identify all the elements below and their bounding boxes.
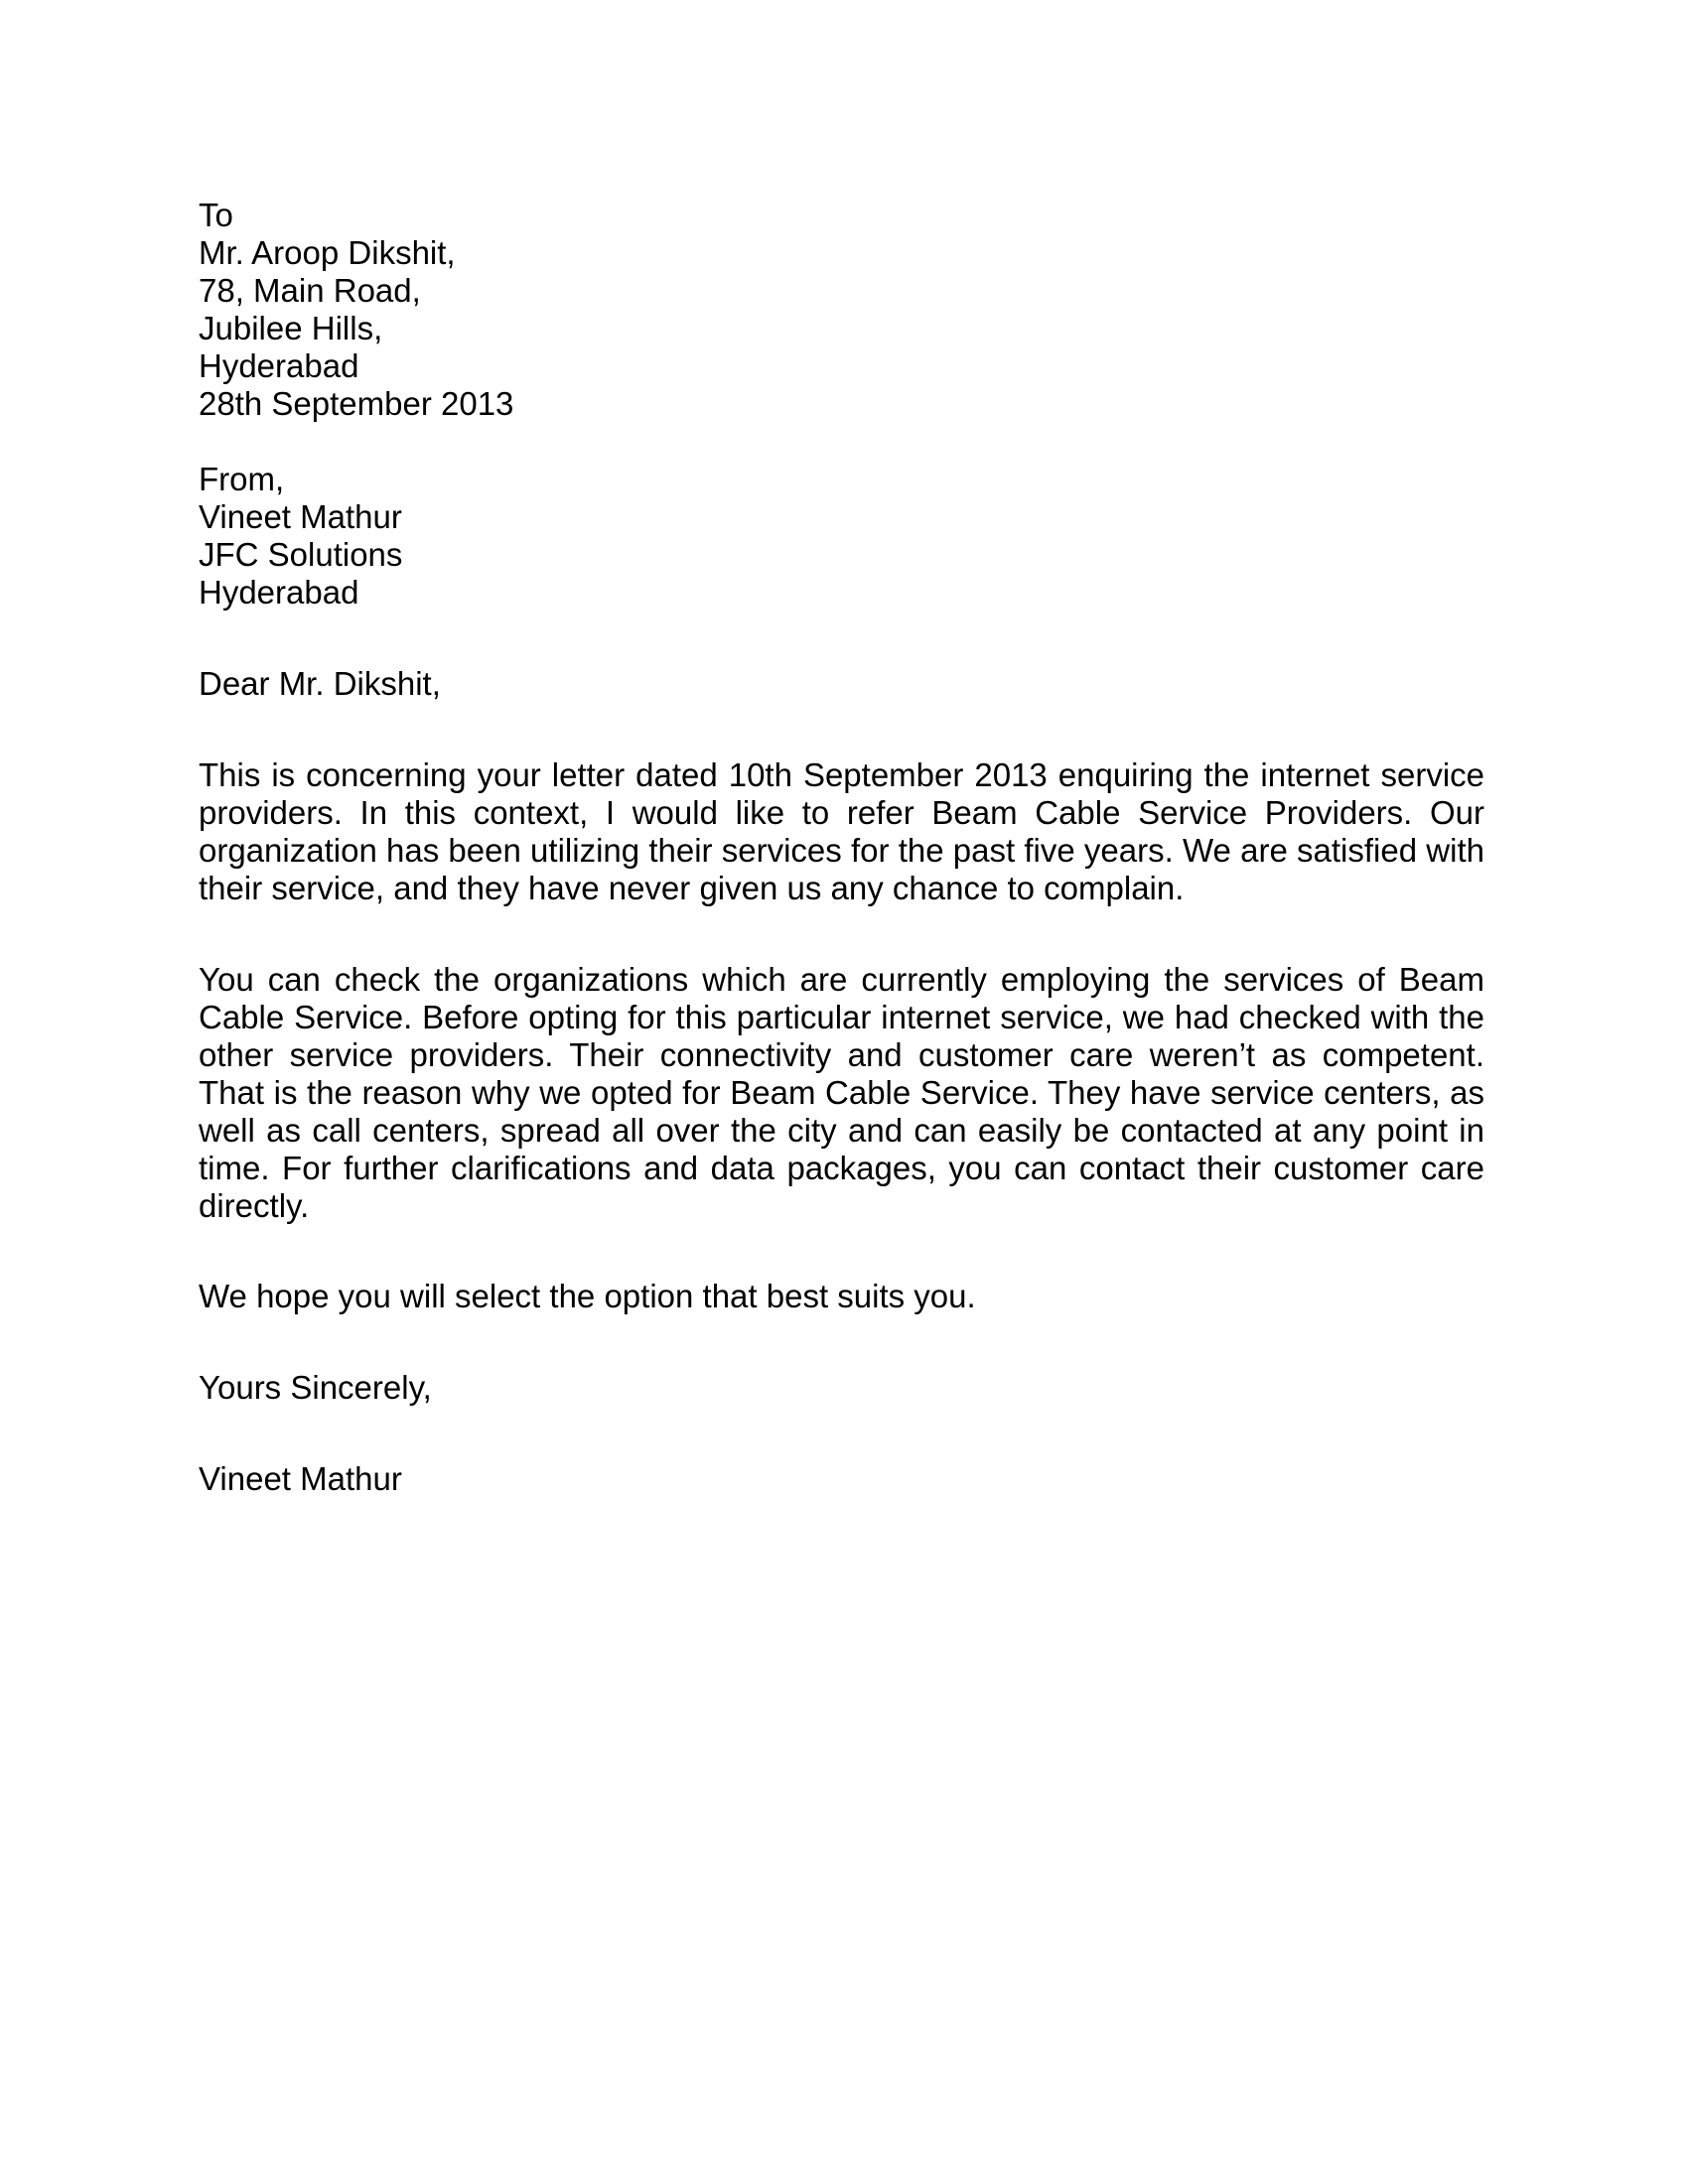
body-paragraph-1: This is concerning your letter dated 10th September 2013 enquiring the internet service providers. In this context, I would like to refer Beam Cable Service Providers. Our organization has been utilizing their services for the past five years. We are satisfied with their service, and they have never given us any chance to complain. bbox=[199, 756, 1484, 906]
letter-date: 28th September 2013 bbox=[199, 385, 514, 422]
salutation: Dear Mr. Dikshit, bbox=[199, 665, 441, 702]
body-paragraph-2: You can check the organizations which are currently employing the services of Beam Cable Service. Before opting for this particular internet service, we had checked with the other service providers. Their connectivity and customer care weren’t as competent. That is the reason why we opted for Beam Cable Service. They have service centers, as well as call centers, spread all over the city and can easily be contacted at any point in time. For further clarifications and data packages, you can contact their customer care directly. bbox=[199, 961, 1484, 1224]
recipient-name: Mr. Aroop Dikshit, bbox=[199, 234, 456, 271]
sender-name: Vineet Mathur bbox=[199, 498, 402, 535]
signature-name: Vineet Mathur bbox=[199, 1460, 402, 1497]
recipient-address bbox=[199, 197, 1484, 423]
letter-page bbox=[199, 197, 1484, 1498]
sender-from-label: From, bbox=[199, 461, 285, 497]
recipient-area: Jubilee Hills, bbox=[199, 310, 383, 346]
sender-city: Hyderabad bbox=[199, 574, 359, 611]
sender-company: JFC Solutions bbox=[199, 536, 403, 573]
recipient-street: 78, Main Road, bbox=[199, 272, 421, 309]
body-paragraph-3: We hope you will select the option that best suits you. bbox=[199, 1278, 976, 1314]
recipient-city: Hyderabad bbox=[199, 347, 359, 384]
recipient-to-label: To bbox=[199, 197, 233, 233]
closing: Yours Sincerely, bbox=[199, 1369, 432, 1406]
sender-address bbox=[199, 461, 1484, 612]
